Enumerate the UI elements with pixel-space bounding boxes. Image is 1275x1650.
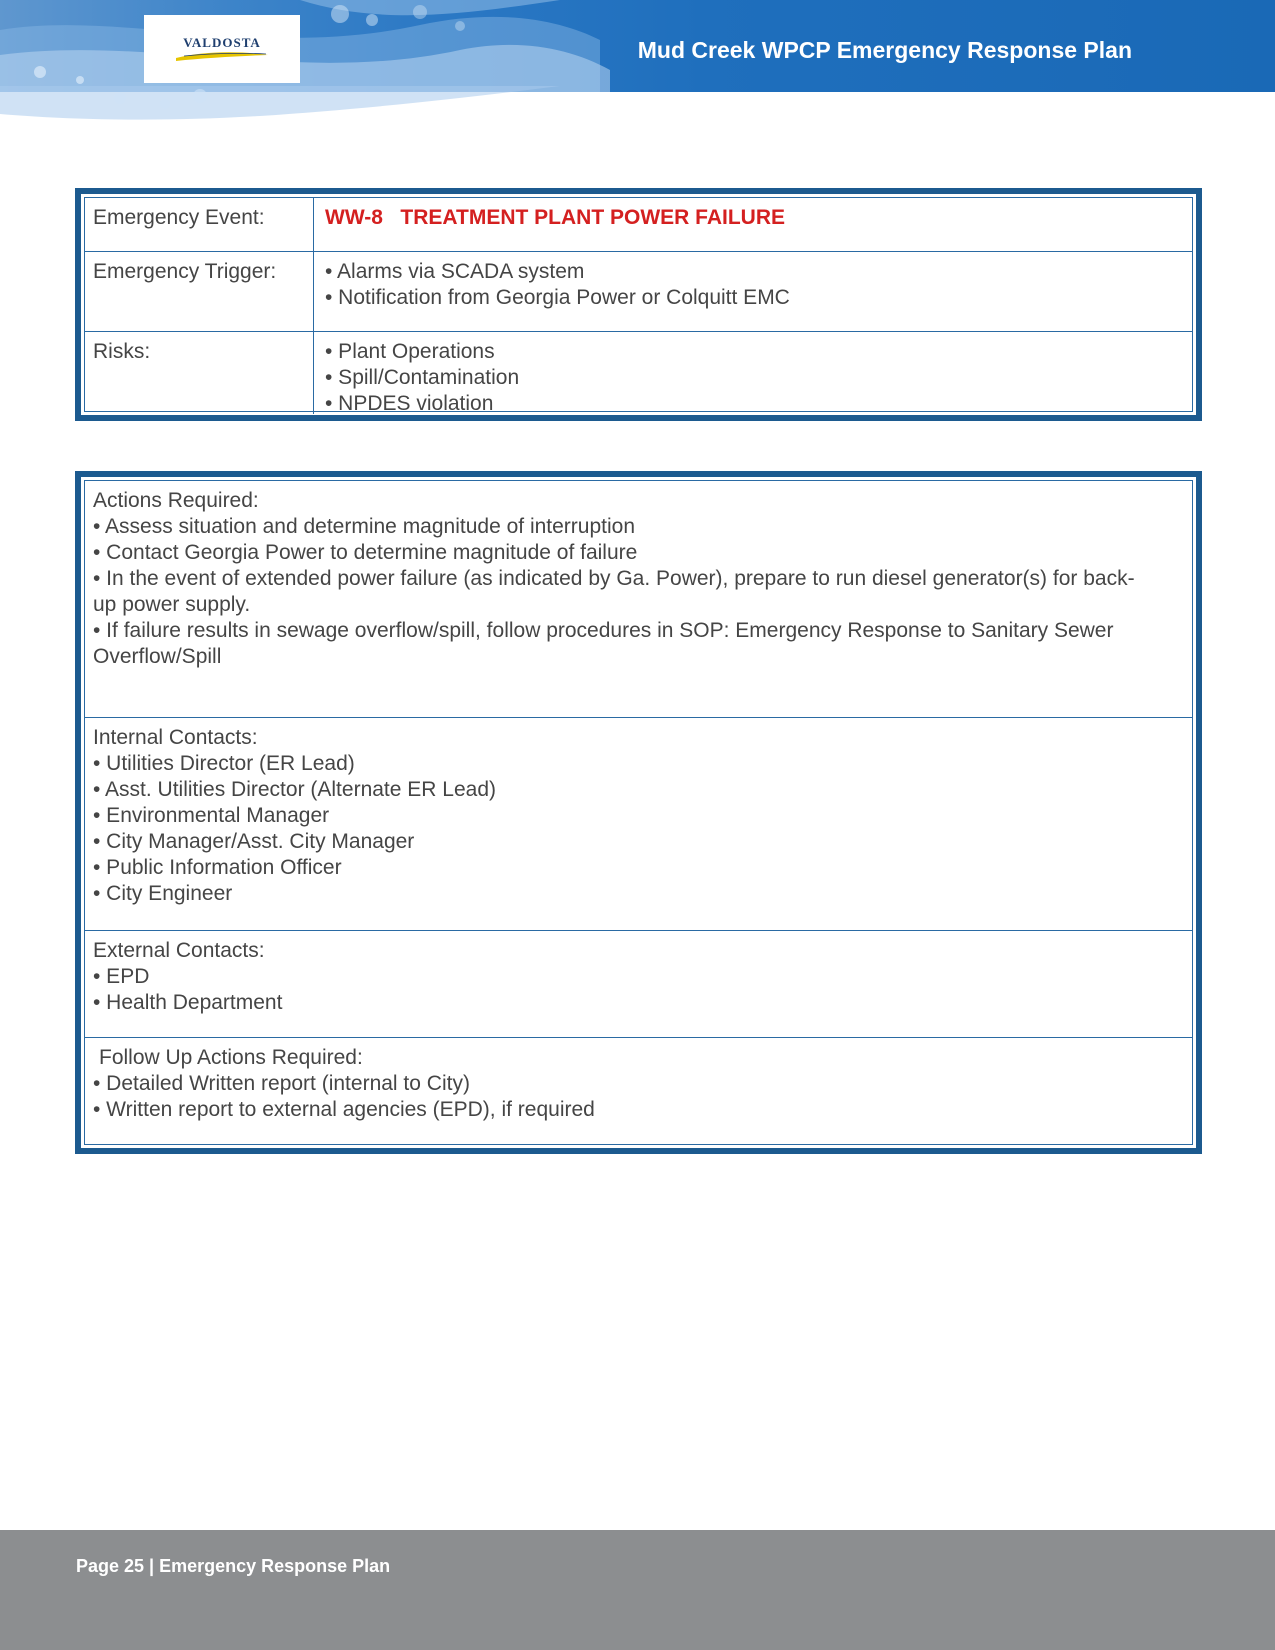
- page-footer: [0, 1530, 1275, 1650]
- risks-label: Risks:: [93, 340, 151, 363]
- list-item: • EPD: [93, 965, 150, 988]
- emergency-event-value: WW-8 TREATMENT PLANT POWER FAILURE: [325, 206, 785, 229]
- list-item: • NPDES violation: [325, 392, 494, 415]
- event-summary-table: [75, 188, 1202, 421]
- list-item: • Plant Operations: [325, 340, 495, 363]
- row-risks: [85, 332, 1192, 414]
- follow-up-section: [85, 1038, 1192, 1144]
- list-item: • City Engineer: [93, 882, 233, 905]
- page-number-label: Page 25 | Emergency Response Plan: [76, 1556, 391, 1576]
- row-emergency-trigger: [85, 252, 1192, 332]
- actions-required-heading: Actions Required:: [93, 489, 259, 512]
- list-item: • In the event of extended power failure (as indicated by Ga. Power), prepare to run diesel generator(s) for back-up power supply.: [93, 567, 1135, 616]
- list-item: • Detailed Written report (internal to City): [93, 1072, 470, 1095]
- list-item: • Health Department: [93, 991, 283, 1014]
- list-item: • Asst. Utilities Director (Alternate ER Lead): [93, 778, 496, 801]
- emergency-trigger-label: Emergency Trigger:: [93, 260, 277, 283]
- list-item: • Notification from Georgia Power or Colquitt EMC: [325, 286, 790, 309]
- list-item: • Contact Georgia Power to determine magnitude of failure: [93, 541, 638, 564]
- internal-contacts-section: [85, 718, 1192, 931]
- list-item: • Public Information Officer: [93, 856, 342, 879]
- water-splash-graphic: [0, 86, 620, 126]
- list-item: • Utilities Director (ER Lead): [93, 752, 355, 775]
- external-contacts-heading: External Contacts:: [93, 939, 265, 962]
- page-header: [0, 0, 1275, 92]
- list-item: • Environmental Manager: [93, 804, 330, 827]
- list-item: • City Manager/Asst. City Manager: [93, 830, 415, 853]
- row-emergency-event: [85, 198, 1192, 252]
- list-item: • Spill/Contamination: [325, 366, 520, 389]
- list-item: • Alarms via SCADA system: [325, 260, 585, 283]
- external-contacts-section: [85, 931, 1192, 1038]
- logo-swoosh-icon: [174, 49, 270, 63]
- actions-required-section: [85, 481, 1192, 718]
- logo-text: VALDOSTA: [183, 35, 261, 50]
- list-item: • If failure results in sewage overflow/spill, follow procedures in SOP: Emergency Response to Sanitary Sewer Overflow/Spill: [93, 619, 1114, 668]
- follow-up-heading: Follow Up Actions Required:: [99, 1046, 363, 1069]
- internal-contacts-heading: Internal Contacts:: [93, 726, 258, 749]
- valdosta-logo: [144, 15, 300, 83]
- document-title: Mud Creek WPCP Emergency Response Plan: [637, 37, 1132, 63]
- actions-table: [75, 471, 1202, 1154]
- emergency-event-label: Emergency Event:: [93, 206, 265, 229]
- list-item: • Written report to external agencies (EPD), if required: [93, 1098, 595, 1121]
- list-item: • Assess situation and determine magnitude of interruption: [93, 515, 636, 538]
